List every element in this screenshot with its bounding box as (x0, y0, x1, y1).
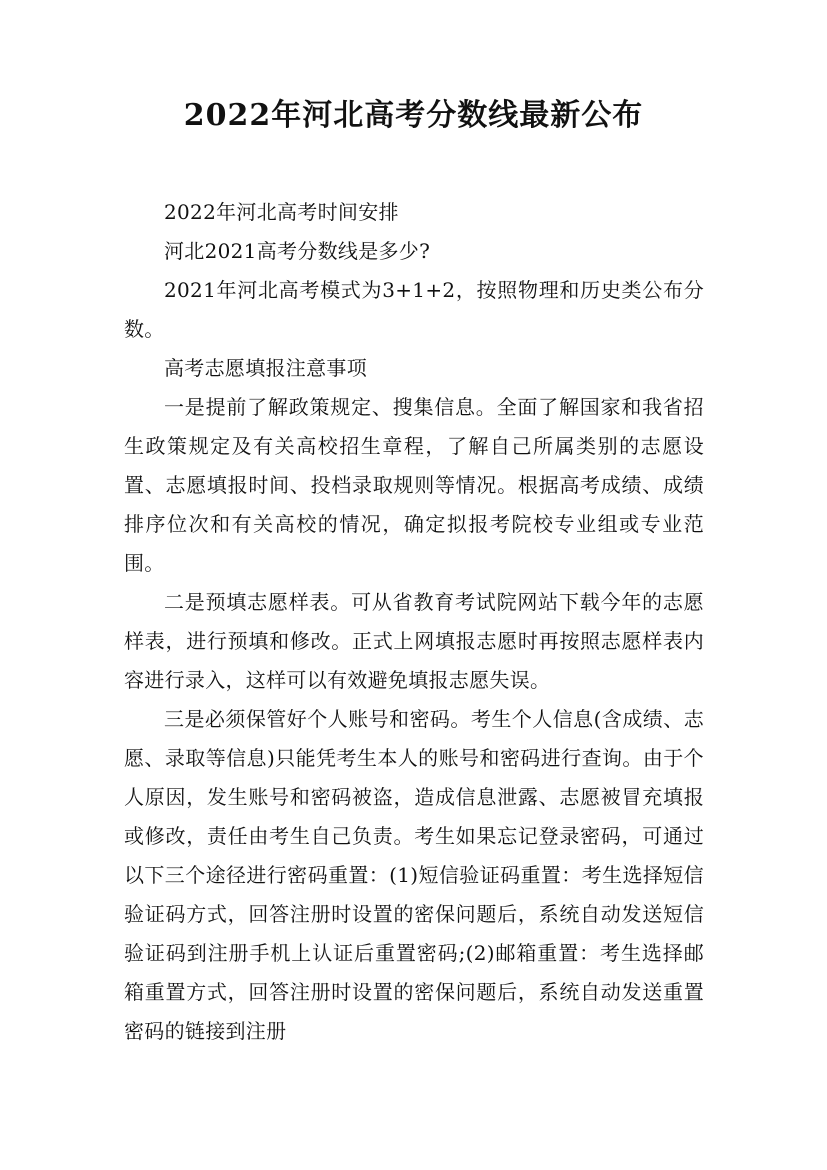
paragraph-exam-schedule: 2022年河北高考时间安排 (164, 200, 399, 224)
paragraph-point-three: 三是必须保管好个人账号和密码。考生个人信息(含成绩、志愿、录取等信息)只能凭考生本人的账号和密码进行查询。由于个人原因，发生账号和密码被盗，造成信息泄露、志愿被冒充填报或修改，责任由考生自己负责。考生如果忘记登录密码，可通过以下三个途径进行密码重置：(1)短信验证码重置：考生选择短信验证码方式，回答注册时设置的密保问题后，系统自动发送短信验证码到注册手机上认证后重置密码;(2)邮箱重置：考生选择邮箱重置方式，回答注册时设置的密保问题后，系统自动发送重置密码的链接到注册 (124, 707, 704, 1043)
paragraph-score-question: 河北2021高考分数线是多少? (164, 239, 431, 263)
paragraph-notes-heading: 高考志愿填报注意事项 (164, 356, 367, 380)
paragraph-point-two: 二是预填志愿样表。可从省教育考试院网站下载今年的志愿样表，进行预填和修改。正式上网填报志愿时再按照志愿样表内容进行录入，这样可以有效避免填报志愿失误。 (124, 590, 704, 692)
paragraph-exam-mode: 2021年河北高考模式为3+1+2，按照物理和历史类公布分数。 (124, 278, 704, 341)
document-title: 2022年河北高考分数线最新公布 (183, 98, 644, 133)
paragraph-point-one: 一是提前了解政策规定、搜集信息。全面了解国家和我省招生政策规定及有关高校招生章程，了解自己所属类别的志愿设置、志愿填报时间、投档录取规则等情况。根据高考成绩、成绩排序位次和有关高校的情况，确定拟报考院校专业组或专业范围。 (124, 395, 704, 575)
document-body (124, 193, 704, 1051)
